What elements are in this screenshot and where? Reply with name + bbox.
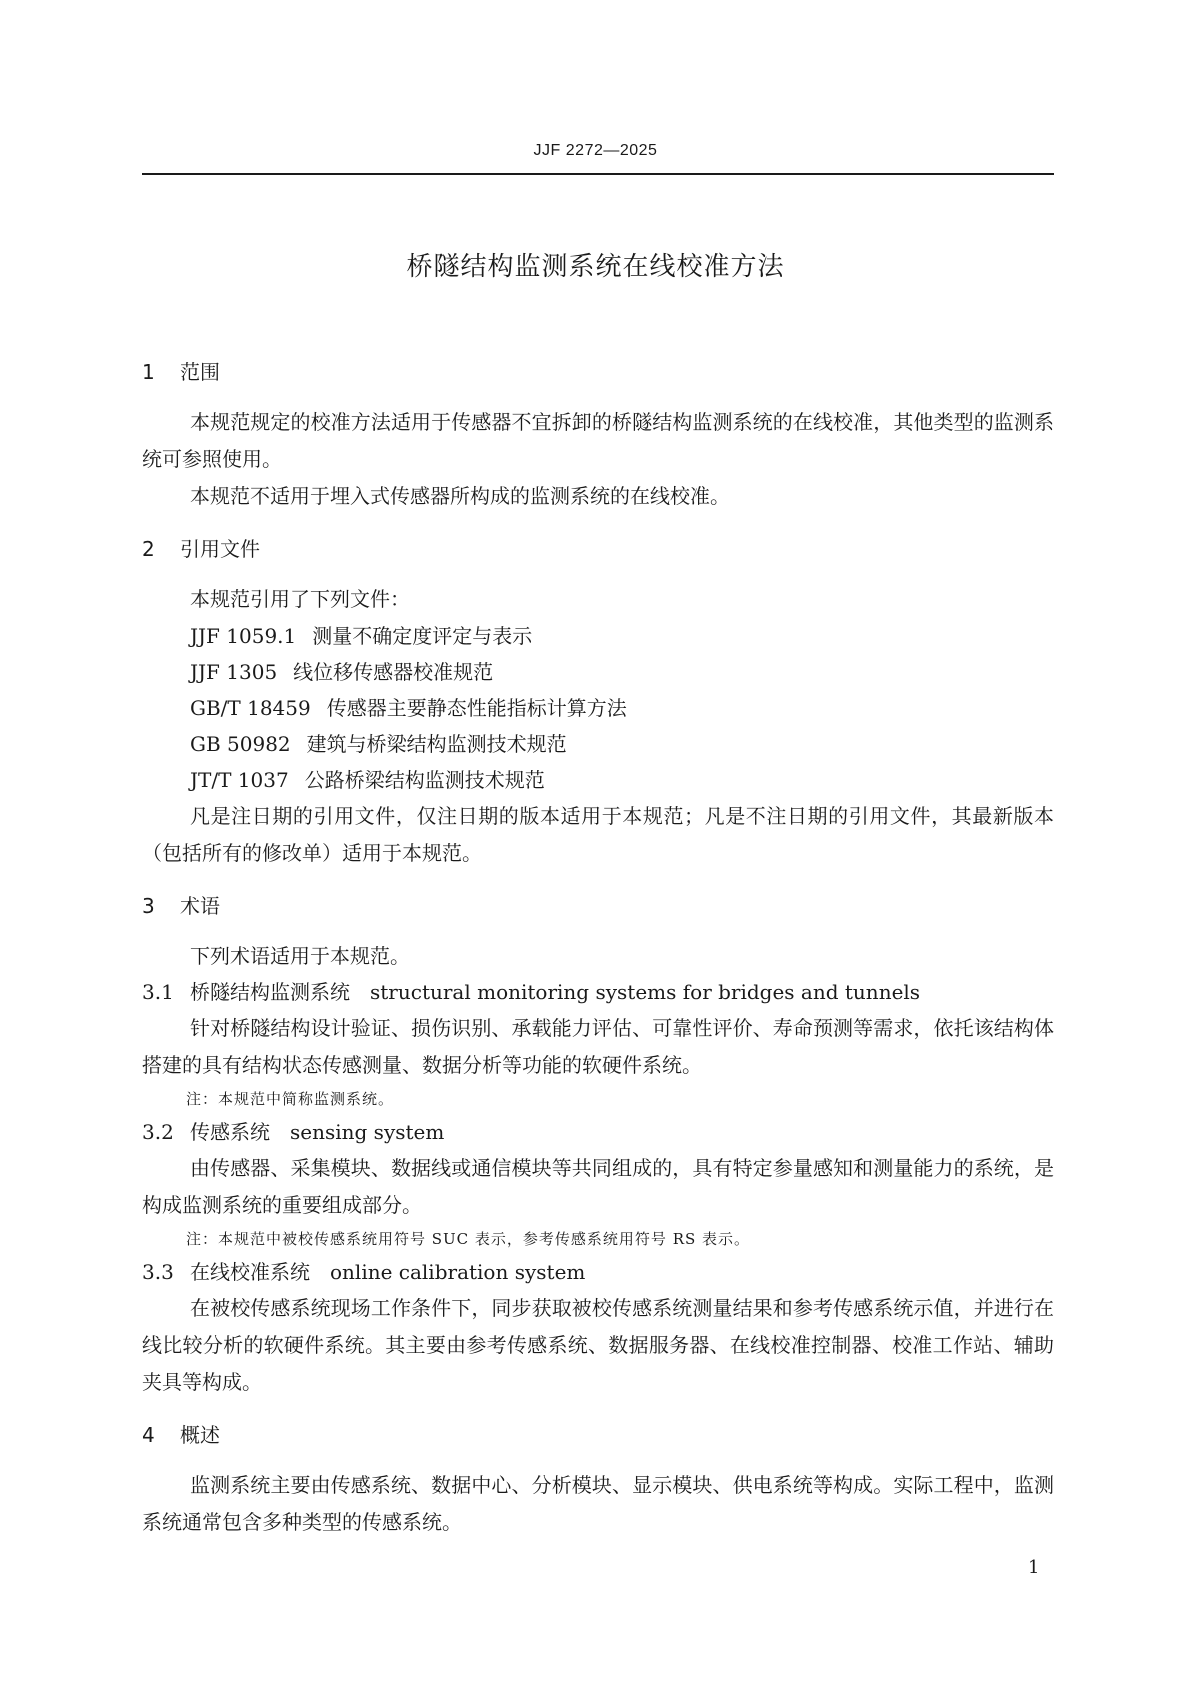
- term-number: 3.1: [142, 980, 174, 1004]
- reference-item: [142, 726, 1054, 762]
- standard-code: JJF 2272—2025: [533, 142, 658, 159]
- page-number: 1: [1028, 1557, 1040, 1578]
- header-rule: [142, 173, 1054, 175]
- term-en: structural monitoring systems for bridges and tunnels: [370, 980, 921, 1004]
- term-note: 注：本规范中简称监测系统。: [186, 1090, 395, 1108]
- reference-code: GB 50982: [190, 732, 291, 756]
- section-title: 概述: [180, 1423, 220, 1447]
- section-number: 1: [142, 360, 155, 384]
- section-number: 4: [142, 1423, 155, 1447]
- section-number: 2: [142, 537, 155, 561]
- paragraph: 本规范不适用于埋入式传感器所构成的监测系统的在线校准。: [190, 484, 730, 508]
- reference-name: 公路桥梁结构监测技术规范: [304, 768, 545, 792]
- reference-item: [142, 618, 1054, 654]
- term-heading: [142, 1255, 1054, 1290]
- reference-name: 传感器主要静态性能指标计算方法: [326, 696, 627, 720]
- reference-item: [142, 690, 1054, 726]
- section-title: 术语: [180, 894, 220, 918]
- section-4-heading: [142, 1420, 1054, 1451]
- term-en: online calibration system: [330, 1260, 586, 1284]
- reference-name: 测量不确定度评定与表示: [312, 624, 533, 648]
- reference-name: 建筑与桥梁结构监测技术规范: [306, 732, 567, 756]
- term-heading: [142, 975, 1054, 1010]
- term-note: 注：本规范中被校传感系统用符号 SUC 表示，参考传感系统用符号 RS 表示。: [186, 1230, 751, 1248]
- section-1-heading: [142, 357, 1054, 388]
- section-3-heading: [142, 891, 1054, 922]
- reference-code: JJF 1305: [190, 660, 278, 684]
- term-cn: 传感系统: [190, 1120, 270, 1144]
- paragraph: 本规范规定的校准方法适用于传感器不宜拆卸的桥隧结构监测系统的在线校准，其他类型的监测系统可参照使用。: [142, 410, 1054, 471]
- term-definition: 由传感器、采集模块、数据线或通信模块等共同组成的，具有特定参量感知和测量能力的系统，是构成监测系统的重要组成部分。: [142, 1156, 1054, 1217]
- term-heading: [142, 1115, 1054, 1150]
- paragraph: 凡是注日期的引用文件，仅注日期的版本适用于本规范；凡是不注日期的引用文件，其最新版本（包括所有的修改单）适用于本规范。: [142, 804, 1054, 865]
- reference-code: JJF 1059.1: [190, 624, 297, 648]
- reference-code: JT/T 1037: [190, 768, 289, 792]
- section-title: 范围: [180, 360, 220, 384]
- term-cn: 桥隧结构监测系统: [190, 980, 350, 1004]
- paragraph: 下列术语适用于本规范。: [190, 944, 410, 968]
- document-body: [142, 357, 1054, 1541]
- section-2-heading: [142, 534, 1054, 565]
- term-definition: 在被校传感系统现场工作条件下，同步获取被校传感系统测量结果和参考传感系统示值，并进行在线比较分析的软硬件系统。其主要由参考传感系统、数据服务器、在线校准控制器、校准工作站、辅助夹具等构成。: [142, 1296, 1054, 1394]
- document-title: 桥隧结构监测系统在线校准方法: [406, 252, 785, 282]
- section-title: 引用文件: [180, 537, 260, 561]
- term-definition: 针对桥隧结构设计验证、损伤识别、承载能力评估、可靠性评价、寿命预测等需求，依托该结构体搭建的具有结构状态传感测量、数据分析等功能的软硬件系统。: [142, 1016, 1054, 1077]
- reference-item: [142, 762, 1054, 798]
- section-number: 3: [142, 894, 155, 918]
- paragraph: 本规范引用了下列文件：: [190, 587, 410, 611]
- term-en: sensing system: [290, 1120, 445, 1144]
- reference-code: GB/T 18459: [190, 696, 311, 720]
- paragraph: 监测系统主要由传感系统、数据中心、分析模块、显示模块、供电系统等构成。实际工程中，监测系统通常包含多种类型的传感系统。: [142, 1473, 1054, 1534]
- reference-item: [142, 654, 1054, 690]
- term-number: 3.2: [142, 1120, 174, 1144]
- term-cn: 在线校准系统: [190, 1260, 310, 1284]
- term-number: 3.3: [142, 1260, 174, 1284]
- reference-name: 线位移传感器校准规范: [293, 660, 494, 684]
